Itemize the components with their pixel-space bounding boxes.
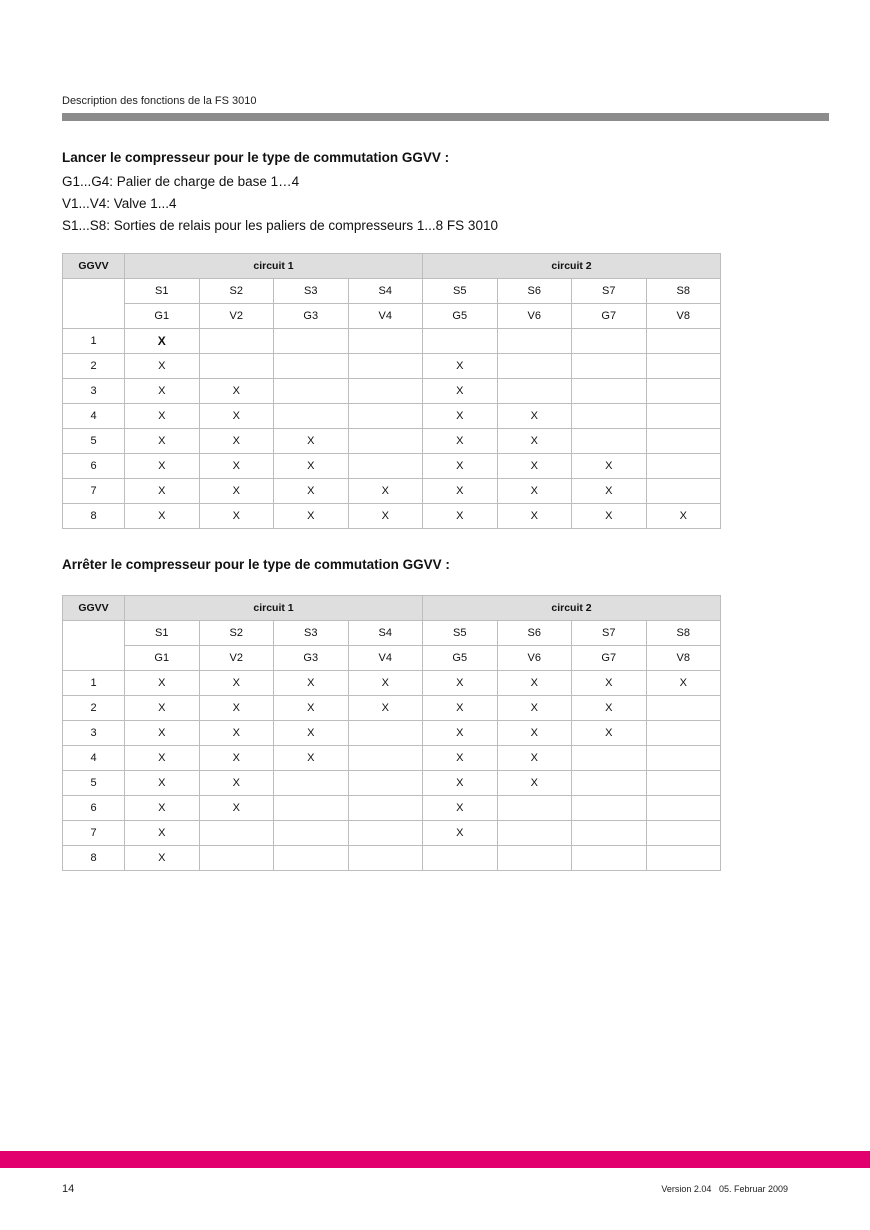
table-cell [199,821,274,846]
step-number: 6 [63,796,125,821]
table-row [63,354,721,379]
table-cell [572,771,647,796]
table-cell: X [274,696,349,721]
table-cell [646,846,721,871]
table-cell: X [497,721,572,746]
table-cell: X [125,379,200,404]
table-cell: X [274,429,349,454]
table-cell: X [274,504,349,529]
table-row [63,479,721,504]
table-cell [572,846,647,871]
circuit-1-header: circuit 1 [125,596,423,621]
table-cell [348,746,423,771]
table-cell: X [497,454,572,479]
section-title-stop: Arrêter le compresseur pour le type de commutation GGVV : [62,557,450,572]
legend-list [62,171,498,237]
table-row [63,721,721,746]
table-cell [274,821,349,846]
output-label: S3 [274,621,349,646]
table-cell: X [199,429,274,454]
table-cell: X [423,721,498,746]
table-cell [423,846,498,871]
table-cell: X [199,379,274,404]
table-cell: X [125,404,200,429]
table-cell [572,379,647,404]
legend-item: V1...V4: Valve 1...4 [62,196,177,211]
table-cell: X [125,796,200,821]
table-row [63,429,721,454]
table-cell: X [274,671,349,696]
table-cell [646,429,721,454]
table-cell [497,354,572,379]
table-cell [646,796,721,821]
output-label: S2 [199,621,274,646]
output-label: S6 [497,279,572,304]
table-cell: X [497,404,572,429]
table-cell [572,796,647,821]
table-cell: X [646,671,721,696]
table-cell: X [572,454,647,479]
table-cell: X [199,454,274,479]
table-cell: X [125,454,200,479]
step-number: 4 [63,746,125,771]
table-cell: X [423,354,498,379]
table-cell: X [348,671,423,696]
empty-cell [63,279,125,329]
table-row [63,746,721,771]
table-cell: X [199,796,274,821]
outputs-row [63,621,721,646]
table-cell [348,771,423,796]
table-cell [348,429,423,454]
table-cell: X [199,404,274,429]
table-cell: X [497,746,572,771]
table-cell: X [572,696,647,721]
step-number: 8 [63,504,125,529]
table-row [63,329,721,354]
table-cell: X [497,696,572,721]
table-cell: X [199,479,274,504]
table-row [63,846,721,871]
table-cell: X [423,429,498,454]
table-cell: X [348,696,423,721]
corner-header: GGVV [63,596,125,621]
page-header-title: Description des fonctions de la FS 3010 [62,95,257,107]
stage-label: G3 [274,646,349,671]
output-label: S7 [572,621,647,646]
output-label: S8 [646,279,721,304]
table-cell: X [423,379,498,404]
table-cell: X [423,696,498,721]
table-cell [348,354,423,379]
table-cell: X [497,429,572,454]
table-cell [274,354,349,379]
table-cell: X [572,721,647,746]
step-number: 2 [63,354,125,379]
output-label: S1 [125,279,200,304]
step-number: 1 [63,329,125,354]
output-label: S4 [348,279,423,304]
table-cell: X [199,746,274,771]
step-number: 1 [63,671,125,696]
section-title-start: Lancer le compresseur pour le type de commutation GGVV : [62,150,450,165]
table-cell: X [423,746,498,771]
step-number: 5 [63,429,125,454]
table-cell [199,329,274,354]
outputs-row [63,279,721,304]
table-cell [572,746,647,771]
table-cell [646,746,721,771]
output-label: S3 [274,279,349,304]
table-row [63,771,721,796]
step-number: 3 [63,379,125,404]
table-cell [274,329,349,354]
table-cell [348,329,423,354]
table-cell [348,379,423,404]
table-cell [348,721,423,746]
corner-header: GGVV [63,254,125,279]
table-cell [572,329,647,354]
table-cell: X [572,479,647,504]
table-cell [572,821,647,846]
output-label: S7 [572,279,647,304]
table-cell: X [125,746,200,771]
table-cell [274,771,349,796]
legend-item: S1...S8: Sorties de relais pour les paliers de compresseurs 1...8 FS 3010 [62,218,498,233]
stage-label: V4 [348,646,423,671]
table-cell: X [199,671,274,696]
table-cell [497,329,572,354]
table-cell: X [125,671,200,696]
table-cell [646,354,721,379]
stage-label: V8 [646,646,721,671]
output-label: S5 [423,279,498,304]
output-label: S5 [423,621,498,646]
table-cell: X [125,771,200,796]
stage-label: V4 [348,304,423,329]
table-cell [646,479,721,504]
version-info: Version 2.04 05. Februar 2009 [661,1184,788,1194]
table-cell [274,404,349,429]
circuit-2-header: circuit 2 [423,254,721,279]
table-cell: X [497,479,572,504]
table-cell [646,821,721,846]
table-cell [646,454,721,479]
output-label: S2 [199,279,274,304]
table-row [63,404,721,429]
table-cell: X [199,504,274,529]
table-cell [646,696,721,721]
table-cell: X [572,504,647,529]
table-row [63,821,721,846]
table-cell: X [497,771,572,796]
stage-label: G5 [423,646,498,671]
legend-item: G1...G4: Palier de charge de base 1…4 [62,174,300,189]
step-number: 2 [63,696,125,721]
stage-label: G5 [423,304,498,329]
table-cell [348,796,423,821]
output-label: S6 [497,621,572,646]
footer-bar [0,1151,870,1168]
stage-label: G1 [125,304,200,329]
stage-label: V6 [497,304,572,329]
table-cell: X [423,771,498,796]
table-cell [572,429,647,454]
table-row [63,504,721,529]
table-cell [646,771,721,796]
stage-label: V2 [199,646,274,671]
table-cell [497,379,572,404]
table-header-row [63,596,721,621]
table-start-sequence [62,253,721,529]
table-stop-sequence [62,595,721,871]
output-label: S4 [348,621,423,646]
step-number: 8 [63,846,125,871]
output-label: S1 [125,621,200,646]
table-cell: X [423,821,498,846]
table-cell [572,354,647,379]
table-cell [497,846,572,871]
table-cell [199,846,274,871]
table-cell: X [348,479,423,504]
circuit-2-header: circuit 2 [423,596,721,621]
step-number: 5 [63,771,125,796]
table-row [63,796,721,821]
stage-label: V2 [199,304,274,329]
table-cell [497,821,572,846]
table-cell: X [125,504,200,529]
table-cell: X [125,821,200,846]
table-cell: X [125,479,200,504]
output-label: S8 [646,621,721,646]
table-cell: X [199,771,274,796]
table-cell: X [274,479,349,504]
table-cell: X [646,504,721,529]
table-cell: X [423,671,498,696]
stage-label: G1 [125,646,200,671]
table-cell [274,846,349,871]
table-cell: X [125,354,200,379]
table-cell: X [423,504,498,529]
stage-label: G7 [572,646,647,671]
table-cell [348,454,423,479]
table-cell [646,404,721,429]
table-cell [348,846,423,871]
table-cell [646,721,721,746]
table-row [63,379,721,404]
table-cell [348,404,423,429]
table-cell: X [125,329,200,354]
table-cell [274,796,349,821]
table-row [63,454,721,479]
step-number: 7 [63,479,125,504]
stage-label: V8 [646,304,721,329]
table-cell [646,329,721,354]
step-number: 7 [63,821,125,846]
header-divider [62,113,829,121]
stage-label: V6 [497,646,572,671]
stage-label: G7 [572,304,647,329]
step-number: 6 [63,454,125,479]
table-cell [572,404,647,429]
step-number: 3 [63,721,125,746]
table-cell: X [274,746,349,771]
table-cell [497,796,572,821]
table-cell: X [199,721,274,746]
table-cell: X [125,721,200,746]
table-cell: X [423,404,498,429]
stages-row [63,304,721,329]
table-cell: X [274,454,349,479]
circuit-1-header: circuit 1 [125,254,423,279]
table-cell: X [423,454,498,479]
page-number: 14 [62,1183,75,1195]
table-cell: X [348,504,423,529]
table-cell: X [423,479,498,504]
table-cell [199,354,274,379]
table-cell: X [125,846,200,871]
table-cell: X [423,796,498,821]
stage-label: G3 [274,304,349,329]
table-row [63,671,721,696]
table-cell: X [125,696,200,721]
table-cell: X [199,696,274,721]
table-cell: X [125,429,200,454]
table-cell [646,379,721,404]
table-cell [274,379,349,404]
step-number: 4 [63,404,125,429]
table-cell: X [572,671,647,696]
empty-cell [63,621,125,671]
table-cell: X [274,721,349,746]
table-row [63,696,721,721]
table-cell [423,329,498,354]
table-cell: X [497,504,572,529]
table-cell: X [497,671,572,696]
table-cell [348,821,423,846]
table-header-row [63,254,721,279]
stages-row [63,646,721,671]
